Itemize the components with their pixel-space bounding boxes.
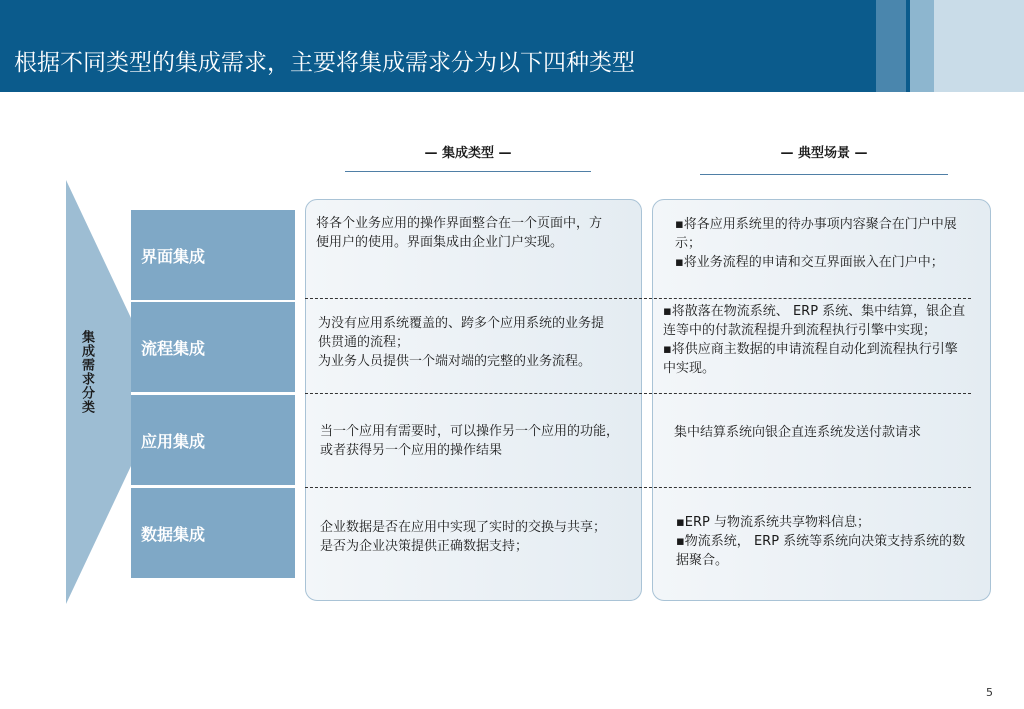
type-line: 企业数据是否在应用中实现了实时的交换与共享；是否为企业决策提供正确数据支持； — [320, 520, 607, 554]
row-divider — [305, 298, 971, 299]
slide-header — [0, 0, 1024, 92]
type-description — [318, 314, 608, 371]
column-header-type: — 集成类型 — — [424, 146, 512, 161]
row-divider — [305, 487, 971, 488]
type-line: 为业务人员提供一个端对端的完整的业务流程。 — [318, 354, 592, 369]
category-data: 数据集成 — [131, 488, 295, 578]
page-number: 5 — [986, 686, 993, 699]
side-label: 集成需求分类 — [79, 330, 94, 414]
type-description — [316, 214, 610, 252]
column-header-underline — [700, 174, 948, 175]
scenario-description — [663, 302, 968, 378]
scenario-description — [674, 423, 979, 442]
scenario-line: ▪将业务流程的申请和交互界面嵌入在门户中； — [675, 255, 944, 270]
scenario-line: ▪物流系统， ERP 系统等系统向决策支持系统的数据聚合。 — [676, 534, 966, 568]
scenario-line: 集中结算系统向银企直连系统发送付款请求 — [674, 425, 922, 440]
type-line: 为没有应用系统覆盖的、跨多个应用系统的业务提供贯通的流程； — [318, 316, 605, 350]
row-divider — [305, 393, 971, 394]
header-accent-strip — [910, 0, 934, 92]
scenario-description — [675, 215, 965, 272]
header-accent-strip — [876, 0, 906, 92]
scenario-line: ▪将供应商主数据的申请流程自动化到流程执行引擎中实现。 — [663, 342, 958, 376]
type-line: 当一个应用有需要时，可以操作另一个应用的功能，或者获得另一个应用的操作结果 — [320, 424, 620, 458]
scenario-line: ▪将散落在物流系统、 ERP 系统、集中结算，银企直连等中的付款流程提升到流程执行引擎中实现； — [663, 304, 966, 338]
category-application: 应用集成 — [131, 395, 295, 485]
type-description — [320, 422, 620, 460]
column-header-scenario: — 典型场景 — — [780, 146, 868, 161]
scenario-line: ▪ERP 与物流系统共享物料信息； — [676, 515, 871, 530]
category-interface: 界面集成 — [131, 210, 295, 300]
type-description — [320, 518, 610, 556]
header-accent-strip — [934, 0, 1024, 92]
category-process: 流程集成 — [131, 302, 295, 392]
scenario-description — [676, 513, 966, 570]
column-header-underline — [345, 171, 591, 172]
slide-title: 根据不同类型的集成需求，主要将集成需求分为以下四种类型 — [14, 50, 635, 76]
scenario-line: ▪将各应用系统里的待办事项内容聚合在门户中展示； — [675, 217, 957, 251]
type-line: 将各个业务应用的操作界面整合在一个页面中，方便用户的使用。界面集成由企业门户实现。 — [316, 216, 603, 250]
